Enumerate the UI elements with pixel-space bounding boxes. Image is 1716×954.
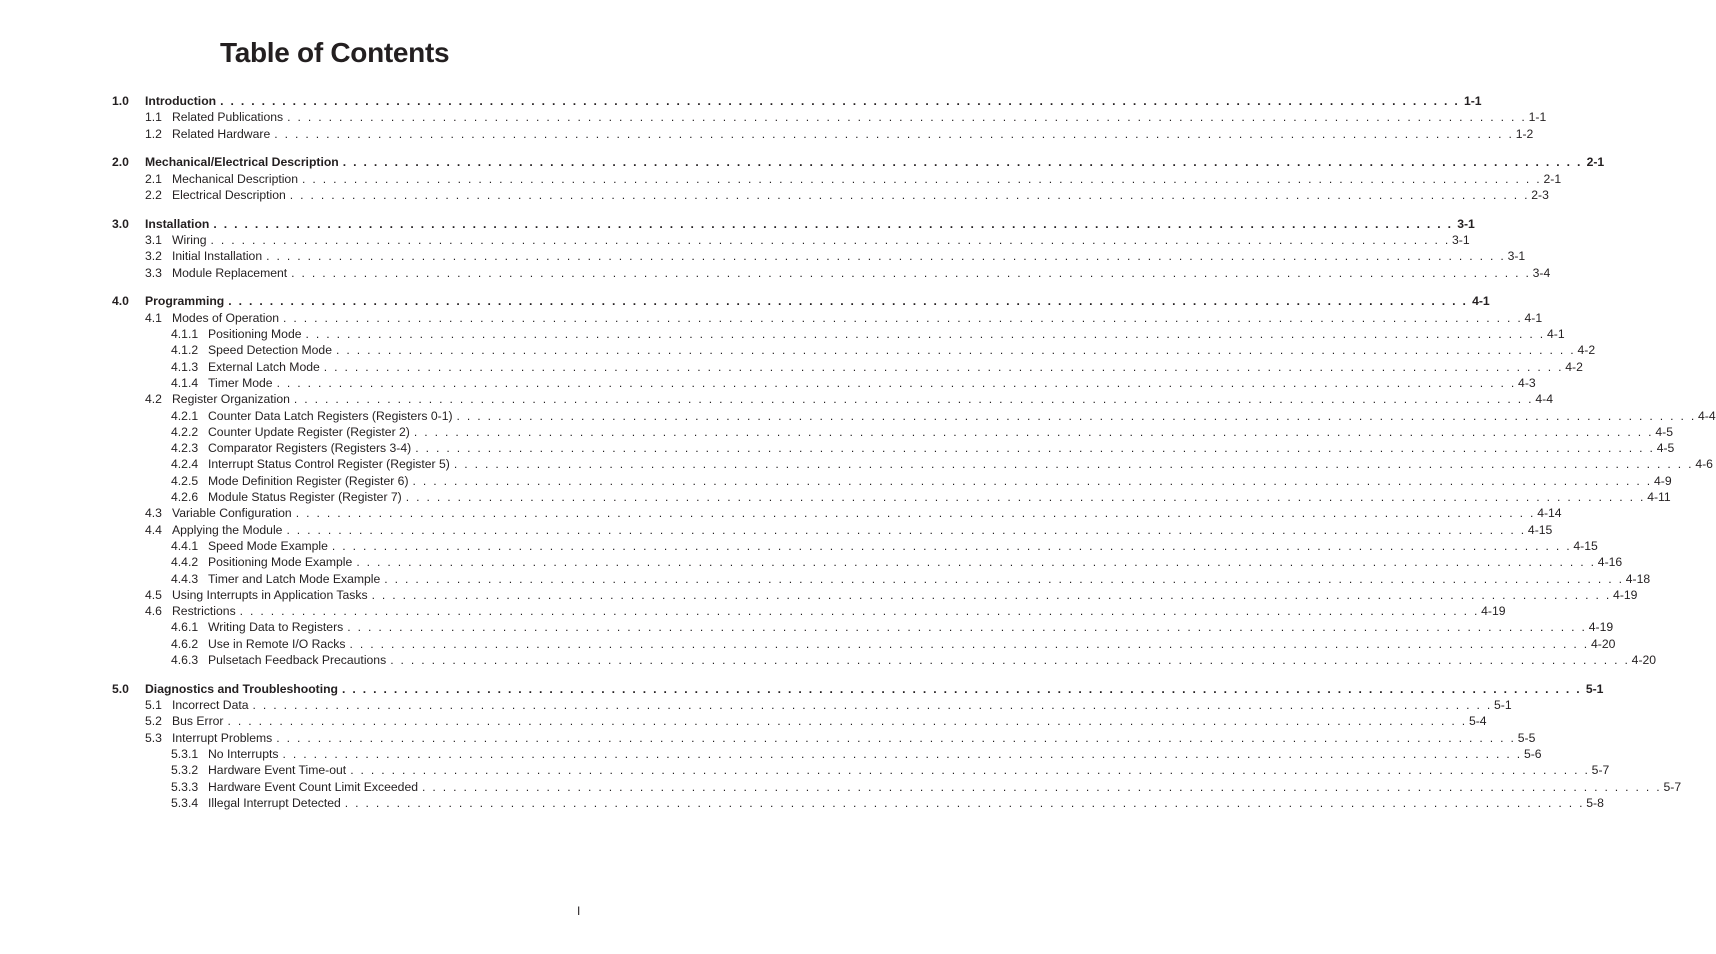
- toc-entry-number: 1.0: [112, 94, 129, 108]
- toc-entry-number: 1.2: [145, 126, 162, 141]
- dot-leader: . . . . . . . . . . . . . . . . . . . . . . . . . . . . . . . . . . . . . . . . . . . . . . . . . . . . . . . . . . . . . . . . . . . . . . . . . . . . . . . . . . . . . . . . . . . . . . . . . . . . . . . . . . . . . . . . . . . . . . . .: [456, 408, 1697, 423]
- toc-entry-title: Speed Detection Mode: [208, 343, 332, 358]
- toc-entry-page: 4-4: [1535, 392, 1553, 407]
- toc-entry: [112, 424, 1673, 441]
- toc-entry: [112, 653, 1657, 669]
- toc-entry-number: 5.3.4: [171, 795, 199, 810]
- toc-entry-number: 4.1.2: [171, 343, 199, 358]
- toc-entry-title: Variable Configuration: [172, 506, 292, 521]
- toc-entry-number: 5.2: [145, 714, 162, 729]
- toc-entry-number: 4.2.2: [171, 424, 199, 439]
- toc-entry-number: 4.3: [145, 506, 162, 521]
- toc-entry: [112, 698, 1512, 714]
- toc-entry: [112, 310, 1543, 327]
- dot-leader: . . . . . . . . . . . . . . . . . . . . . . . . . . . . . . . . . . . . . . . . . . . . . . . . . . . . . . . . . . . . . . . . . . . . . . . . . . . . . . . . . . . . . . . . . . . . . . . . . . . . . . . . . . . . . . . . . . . . . . . .: [453, 457, 1694, 472]
- dot-leader: . . . . . . . . . . . . . . . . . . . . . . . . . . . . . . . . . . . . . . . . . . . . . . . . . . . . . . . . . . . . . . . . . . . . . . . . . . . . . . . . . . . . . . . . . . . . . . . . . . . . . . . . . . . . . . . . . . . . . . . .: [286, 522, 1526, 537]
- toc-entry: [112, 714, 1487, 730]
- toc-entry-number: 4.1: [145, 310, 162, 325]
- toc-entry-page: 5-4: [1468, 714, 1487, 729]
- toc-entry-number: 4.6: [145, 604, 162, 619]
- toc-entry-number: 4.4: [145, 522, 162, 537]
- toc-entry-title: Register Organization: [172, 392, 290, 407]
- dot-leader: . . . . . . . . . . . . . . . . . . . . . . . . . . . . . . . . . . . . . . . . . . . . . . . . . . . . . . . . . . . . . . . . . . . . . . . . . . . . . . . . . . . . . . . . . . . . . . . . . . . . . . . . . . . . . . . . . . . . . . . .: [276, 375, 1517, 390]
- toc-entry-page: 4-1: [1546, 327, 1565, 342]
- toc-entry: [112, 408, 1716, 425]
- dot-leader: . . . . . . . . . . . . . . . . . . . . . . . . . . . . . . . . . . . . . . . . . . . . . . . . . . . . . . . . . . . . . . . . . . . . . . . . . . . . . . . . . . . . . . . . . . . . . . . . . . . . . . . . . . . . . . . . . . . . . . . .: [295, 506, 1536, 521]
- dot-leader: . . . . . . . . . . . . . . . . . . . . . . . . . . . . . . . . . . . . . . . . . . . . . . . . . . . . . . . . . . . . . . . . . . . . . . . . . . . . . . . . . . . . . . . . . . . . . . . . . . . . . . . . . . . . . . . . . . . . . . . .: [342, 155, 1583, 170]
- toc-entry-page: 4-19: [1588, 620, 1614, 635]
- toc-entry: [112, 604, 1506, 620]
- dot-leader: . . . . . . . . . . . . . . . . . . . . . . . . . . . . . . . . . . . . . . . . . . . . . . . . . . . . . . . . . . . . . . . . . . . . . . . . . . . . . . . . . . . . . . . . . . . . . . . . . . . . . . . . . . . . . . . . . . . . . . . .: [302, 171, 1542, 186]
- toc-entry-page: 1-1: [1528, 110, 1547, 125]
- page-title: Table of Contents: [220, 37, 450, 68]
- toc-entry-page: 2-3: [1531, 187, 1549, 202]
- dot-leader: . . . . . . . . . . . . . . . . . . . . . . . . . . . . . . . . . . . . . . . . . . . . . . . . . . . . . . . . . . . . . . . . . . . . . . . . . . . . . . . . . . . . . . . . . . . . . . . . . . . . . . . . . . . . . . . . . . . . . . . .: [415, 441, 1655, 456]
- dot-leader: . . . . . . . . . . . . . . . . . . . . . . . . . . . . . . . . . . . . . . . . . . . . . . . . . . . . . . . . . . . . . . . . . . . . . . . . . . . . . . . . . . . . . . . . . . . . . . . . . . . . . . . . . . . . . . . . . . . . . . . .: [344, 795, 1585, 810]
- toc-entry-page: 1-1: [1463, 94, 1482, 108]
- toc-entry-title: Interrupt Status Control Register (Register 5): [208, 457, 450, 472]
- toc-entry: [112, 522, 1553, 539]
- toc-entry: [112, 779, 1682, 796]
- toc-entry-title: Comparator Registers (Registers 3-4): [208, 441, 412, 456]
- toc-entry-title: Diagnostics and Troubleshooting: [145, 681, 338, 696]
- toc-entry-number: 4.2.5: [171, 473, 199, 488]
- toc-entry-title: Modes of Operation: [172, 310, 280, 325]
- toc-entry-number: 2.1: [145, 171, 162, 186]
- dot-leader: . . . . . . . . . . . . . . . . . . . . . . . . . . . . . . . . . . . . . . . . . . . . . . . . . . . . . . . . . . . . . . . . . . . . . . . . . . . . . . . . . . . . . . . . . . . . . . . . . . . . . . . . . . . . . . . . . . . . . . . .: [356, 555, 1596, 570]
- toc-entry-number: 5.3.1: [171, 746, 199, 761]
- dot-leader: . . . . . . . . . . . . . . . . . . . . . . . . . . . . . . . . . . . . . . . . . . . . . . . . . . . . . . . . . . . . . . . . . . . . . . . . . . . . . . . . . . . . . . . . . . . . . . . . . . . . . . . . . . . . . . . . . . . . . . . .: [287, 110, 1527, 125]
- dot-leader: . . . . . . . . . . . . . . . . . . . . . . . . . . . . . . . . . . . . . . . . . . . . . . . . . . . . . . . . . . . . . . . . . . . . . . . . . . . . . . . . . . . . . . . . . . . . . . . . . . . . . . . . . . . . . . . . . . . . . . . .: [331, 538, 1572, 553]
- dot-leader: . . . . . . . . . . . . . . . . . . . . . . . . . . . . . . . . . . . . . . . . . . . . . . . . . . . . . . . . . . . . . . . . . . . . . . . . . . . . . . . . . . . . . . . . . . . . . . . . . . . . . . . . . . . . . . . . . . . . . . . .: [349, 636, 1589, 651]
- toc-entry-number: 3.2: [145, 249, 162, 264]
- toc-entry-number: 5.0: [112, 681, 129, 696]
- toc-entry-title: Positioning Mode Example: [208, 555, 353, 570]
- toc-entry-number: 2.0: [112, 155, 129, 170]
- toc-entry-title: Hardware Event Time-out: [208, 763, 347, 778]
- toc-entry-number: 4.2.4: [171, 457, 199, 472]
- toc-chapter-entry: [112, 155, 1605, 171]
- toc-entry-title: Applying the Module: [172, 522, 283, 537]
- dot-leader: . . . . . . . . . . . . . . . . . . . . . . . . . . . . . . . . . . . . . . . . . . . . . . . . . . . . . . . . . . . . . . . . . . . . . . . . . . . . . . . . . . . . . . . . . . . . . . . . . . . . . . . . . . . . . . . . . . . . . . . .: [371, 587, 1612, 602]
- toc-entry-page: 4-20: [1590, 636, 1616, 651]
- toc-entry-page: 4-2: [1577, 343, 1596, 358]
- toc-entry-page: 5-6: [1523, 746, 1542, 761]
- toc-section: [112, 294, 1716, 669]
- toc-entry-title: Module Status Register (Register 7): [208, 490, 402, 505]
- toc-entry-page: 5-1: [1585, 681, 1604, 696]
- toc-entry: [112, 571, 1651, 588]
- toc-entry-page: 5-7: [1591, 763, 1610, 778]
- toc-entry-number: 5.3.2: [171, 763, 199, 778]
- toc-entry-page: 4-5: [1655, 424, 1673, 439]
- toc-entry-number: 4.6.3: [171, 653, 199, 667]
- toc-entry: [112, 187, 1549, 204]
- toc-entry-number: 4.6.2: [171, 636, 199, 651]
- toc-entry-number: 4.4.2: [171, 555, 199, 570]
- toc-entry-title: Timer and Latch Mode Example: [208, 571, 381, 586]
- toc-entry: [112, 490, 1671, 506]
- toc-entry-number: 4.4.1: [171, 538, 199, 553]
- toc-entry-page: 3-1: [1507, 249, 1526, 264]
- toc-entry-number: 3.3: [145, 265, 162, 280]
- dot-leader: . . . . . . . . . . . . . . . . . . . . . . . . . . . . . . . . . . . . . . . . . . . . . . . . . . . . . . . . . . . . . . . . . . . . . . . . . . . . . . . . . . . . . . . . . . . . . . . . . . . . . . . . . . . . . . . . . . . . . . . .: [291, 265, 1531, 280]
- toc-entry: [112, 763, 1610, 779]
- toc-section: [112, 216, 1551, 282]
- toc-chapter-entry: [112, 94, 1482, 110]
- toc-entry-number: 2.2: [145, 187, 162, 202]
- toc-list: [112, 94, 1716, 825]
- toc-entry: [112, 746, 1542, 763]
- toc-entry: [112, 441, 1675, 457]
- toc-entry: [112, 555, 1623, 571]
- toc-entry: [112, 473, 1672, 490]
- toc-entry-page: 5-1: [1494, 698, 1512, 713]
- toc-entry-number: 4.2.1: [171, 408, 199, 423]
- toc-entry-title: Incorrect Data: [172, 698, 249, 713]
- toc-entry: [112, 110, 1547, 126]
- toc-entry-page: 4-14: [1537, 506, 1562, 521]
- toc-entry: [112, 392, 1553, 408]
- toc-entry-title: Restrictions: [172, 604, 236, 619]
- toc-entry-title: Programming: [145, 294, 225, 309]
- dot-leader: . . . . . . . . . . . . . . . . . . . . . . . . . . . . . . . . . . . . . . . . . . . . . . . . . . . . . . . . . . . . . . . . . . . . . . . . . . . . . . . . . . . . . . . . . . . . . . . . . . . . . . . . . . . . . . . . . . . . . . . .: [252, 698, 1493, 713]
- toc-entry-title: Mode Definition Register (Register 6): [208, 473, 409, 488]
- toc-entry-title: Wiring: [172, 233, 207, 248]
- toc-entry-title: Use in Remote I/O Racks: [208, 636, 346, 651]
- toc-entry-page: 4-15: [1573, 538, 1598, 553]
- toc-entry: [112, 587, 1638, 604]
- dot-leader: . . . . . . . . . . . . . . . . . . . . . . . . . . . . . . . . . . . . . . . . . . . . . . . . . . . . . . . . . . . . . . . . . . . . . . . . . . . . . . . . . . . . . . . . . . . . . . . . . . . . . . . . . . . . . . . . . . . . . . . .: [274, 126, 1514, 141]
- toc-entry-number: 4.0: [112, 294, 129, 309]
- toc-entry-title: Mechanical Description: [172, 171, 298, 186]
- toc-entry-title: Bus Error: [172, 714, 224, 729]
- toc-entry-page: 4-1: [1524, 310, 1543, 325]
- toc-entry-page: 3-1: [1452, 233, 1470, 248]
- dot-leader: . . . . . . . . . . . . . . . . . . . . . . . . . . . . . . . . . . . . . . . . . . . . . . . . . . . . . . . . . . . . . . . . . . . . . . . . . . . . . . . . . . . . . . . . . . . . . . . . . . . . . . . . . . . . . . . . . . . . . . . .: [293, 392, 1534, 407]
- dot-leader: . . . . . . . . . . . . . . . . . . . . . . . . . . . . . . . . . . . . . . . . . . . . . . . . . . . . . . . . . . . . . . . . . . . . . . . . . . . . . . . . . . . . . . . . . . . . . . . . . . . . . . . . . . . . . . . . . . . . . . . .: [239, 604, 1480, 619]
- dot-leader: . . . . . . . . . . . . . . . . . . . . . . . . . . . . . . . . . . . . . . . . . . . . . . . . . . . . . . . . . . . . . . . . . . . . . . . . . . . . . . . . . . . . . . . . . . . . . . . . . . . . . . . . . . . . . . . . . . . . . . . .: [266, 249, 1506, 264]
- toc-entry-page: 1-2: [1515, 126, 1534, 141]
- toc-entry-page: 5-5: [1517, 730, 1536, 745]
- toc-entry-title: Positioning Mode: [208, 327, 302, 342]
- toc-entry-page: 4-6: [1695, 457, 1713, 472]
- toc-entry: [112, 233, 1470, 249]
- dot-leader: . . . . . . . . . . . . . . . . . . . . . . . . . . . . . . . . . . . . . . . . . . . . . . . . . . . . . . . . . . . . . . . . . . . . . . . . . . . . . . . . . . . . . . . . . . . . . . . . . . . . . . . . . . . . . . . . . . . . . . . .: [210, 233, 1451, 248]
- toc-chapter-entry: [112, 681, 1604, 698]
- toc-entry-title: No Interrupts: [208, 746, 279, 761]
- toc-entry-number: 5.3.3: [171, 779, 199, 794]
- dot-leader: . . . . . . . . . . . . . . . . . . . . . . . . . . . . . . . . . . . . . . . . . . . . . . . . . . . . . . . . . . . . . . . . . . . . . . . . . . . . . . . . . . . . . . . . . . . . . . . . . . . . . . . . . . . . . . . . . . . . . . . .: [305, 327, 1545, 342]
- toc-entry-title: Module Replacement: [172, 265, 288, 280]
- toc-entry-page: 4-4: [1698, 408, 1716, 423]
- toc-section: [112, 155, 1605, 204]
- dot-leader: . . . . . . . . . . . . . . . . . . . . . . . . . . . . . . . . . . . . . . . . . . . . . . . . . . . . . . . . . . . . . . . . . . . . . . . . . . . . . . . . . . . . . . . . . . . . . . . . . . . . . . . . . . . . . . . . . . . . . . . .: [341, 681, 1582, 696]
- dot-leader: . . . . . . . . . . . . . . . . . . . . . . . . . . . . . . . . . . . . . . . . . . . . . . . . . . . . . . . . . . . . . . . . . . . . . . . . . . . . . . . . . . . . . . . . . . . . . . . . . . . . . . . . . . . . . . . . . . . . . . . .: [413, 424, 1654, 439]
- toc-entry-page: 4-2: [1565, 359, 1583, 374]
- toc-entry-title: Related Publications: [172, 110, 284, 125]
- toc-entry-number: 1.1: [145, 110, 162, 125]
- toc-entry-title: Speed Mode Example: [208, 538, 328, 553]
- toc-entry-title: Electrical Description: [172, 187, 286, 202]
- toc-entry-number: 3.0: [112, 216, 129, 231]
- dot-leader: . . . . . . . . . . . . . . . . . . . . . . . . . . . . . . . . . . . . . . . . . . . . . . . . . . . . . . . . . . . . . . . . . . . . . . . . . . . . . . . . . . . . . . . . . . . . . . . . . . . . . . . . . . . . . . . . . . . . . . . .: [390, 653, 1630, 667]
- toc-entry: [112, 620, 1614, 636]
- toc-entry: [112, 343, 1596, 359]
- dot-leader: . . . . . . . . . . . . . . . . . . . . . . . . . . . . . . . . . . . . . . . . . . . . . . . . . . . . . . . . . . . . . . . . . . . . . . . . . . . . . . . . . . . . . . . . . . . . . . . . . . . . . . . . . . . . . . . . . . . . . . . .: [227, 714, 1467, 729]
- toc-entry-title: Introduction: [145, 94, 217, 108]
- toc-chapter-entry: [112, 294, 1490, 310]
- toc-entry-page: 4-16: [1597, 555, 1623, 570]
- toc-entry-number: 4.2: [145, 392, 162, 407]
- dot-leader: . . . . . . . . . . . . . . . . . . . . . . . . . . . . . . . . . . . . . . . . . . . . . . . . . . . . . . . . . . . . . . . . . . . . . . . . . . . . . . . . . . . . . . . . . . . . . . . . . . . . . . . . . . . . . . . . . . . . . . . .: [282, 746, 1522, 761]
- toc-entry-title: Using Interrupts in Application Tasks: [172, 587, 368, 602]
- dot-leader: . . . . . . . . . . . . . . . . . . . . . . . . . . . . . . . . . . . . . . . . . . . . . . . . . . . . . . . . . . . . . . . . . . . . . . . . . . . . . . . . . . . . . . . . . . . . . . . . . . . . . . . . . . . . . . . . . . . . . . . .: [220, 94, 1460, 108]
- toc-entry-page: 5-8: [1586, 795, 1604, 810]
- toc-entry-title: Writing Data to Registers: [208, 620, 344, 635]
- toc-entry: [112, 795, 1604, 812]
- toc-entry-title: Hardware Event Count Limit Exceeded: [208, 779, 419, 794]
- page-number: I: [577, 904, 581, 918]
- toc-entry-title: Installation: [145, 216, 210, 231]
- toc-entry-number: 5.3: [145, 730, 162, 745]
- dot-leader: . . . . . . . . . . . . . . . . . . . . . . . . . . . . . . . . . . . . . . . . . . . . . . . . . . . . . . . . . . . . . . . . . . . . . . . . . . . . . . . . . . . . . . . . . . . . . . . . . . . . . . . . . . . . . . . . . . . . . . . .: [228, 294, 1468, 309]
- dot-leader: . . . . . . . . . . . . . . . . . . . . . . . . . . . . . . . . . . . . . . . . . . . . . . . . . . . . . . . . . . . . . . . . . . . . . . . . . . . . . . . . . . . . . . . . . . . . . . . . . . . . . . . . . . . . . . . . . . . . . . . .: [283, 310, 1523, 325]
- toc-entry: [112, 457, 1713, 473]
- toc-entry: [112, 636, 1616, 653]
- toc-entry: [112, 126, 1534, 143]
- toc-entry-page: 5-7: [1663, 779, 1682, 794]
- toc-entry-title: Interrupt Problems: [172, 730, 273, 745]
- dot-leader: . . . . . . . . . . . . . . . . . . . . . . . . . . . . . . . . . . . . . . . . . . . . . . . . . . . . . . . . . . . . . . . . . . . . . . . . . . . . . . . . . . . . . . . . . . . . . . . . . . . . . . . . . . . . . . . . . . . . . . . .: [213, 216, 1453, 231]
- dot-leader: . . . . . . . . . . . . . . . . . . . . . . . . . . . . . . . . . . . . . . . . . . . . . . . . . . . . . . . . . . . . . . . . . . . . . . . . . . . . . . . . . . . . . . . . . . . . . . . . . . . . . . . . . . . . . . . . . . . . . . . .: [405, 490, 1646, 505]
- toc-entry-page: 4-15: [1527, 522, 1553, 537]
- toc-entry-number: 4.2.3: [171, 441, 199, 456]
- toc-entry-title: Initial Installation: [172, 249, 263, 264]
- toc-section: [112, 681, 1682, 812]
- toc-entry: [112, 359, 1583, 376]
- toc-entry: [112, 538, 1598, 555]
- toc-entry-page: 4-18: [1625, 571, 1651, 586]
- dot-leader: . . . . . . . . . . . . . . . . . . . . . . . . . . . . . . . . . . . . . . . . . . . . . . . . . . . . . . . . . . . . . . . . . . . . . . . . . . . . . . . . . . . . . . . . . . . . . . . . . . . . . . . . . . . . . . . . . . . . . . . .: [323, 359, 1564, 374]
- toc-entry-page: 4-1: [1472, 294, 1490, 309]
- dot-leader: . . . . . . . . . . . . . . . . . . . . . . . . . . . . . . . . . . . . . . . . . . . . . . . . . . . . . . . . . . . . . . . . . . . . . . . . . . . . . . . . . . . . . . . . . . . . . . . . . . . . . . . . . . . . . . . . . . . . . . . .: [347, 620, 1587, 635]
- toc-entry-title: Related Hardware: [172, 126, 271, 141]
- toc-entry-title: Counter Data Latch Registers (Registers 0-1): [208, 408, 453, 423]
- toc-entry: [112, 265, 1551, 282]
- toc-entry-title: Pulsetach Feedback Precautions: [208, 653, 387, 667]
- toc-entry: [112, 327, 1565, 343]
- toc-entry: [112, 506, 1562, 522]
- toc-entry-number: 4.1.3: [171, 359, 199, 374]
- toc-entry-page: 2-1: [1586, 155, 1605, 170]
- toc-entry-page: 4-19: [1481, 604, 1506, 619]
- toc-entry-number: 4.1.1: [171, 327, 199, 342]
- dot-leader: . . . . . . . . . . . . . . . . . . . . . . . . . . . . . . . . . . . . . . . . . . . . . . . . . . . . . . . . . . . . . . . . . . . . . . . . . . . . . . . . . . . . . . . . . . . . . . . . . . . . . . . . . . . . . . . . . . . . . . . .: [422, 779, 1662, 794]
- toc-entry-page: 4-5: [1656, 441, 1675, 456]
- dot-leader: . . . . . . . . . . . . . . . . . . . . . . . . . . . . . . . . . . . . . . . . . . . . . . . . . . . . . . . . . . . . . . . . . . . . . . . . . . . . . . . . . . . . . . . . . . . . . . . . . . . . . . . . . . . . . . . . . . . . . . . .: [384, 571, 1624, 586]
- toc-entry-number: 4.2.6: [171, 490, 199, 505]
- toc-chapter-entry: [112, 216, 1475, 233]
- toc-entry-title: Counter Update Register (Register 2): [208, 424, 410, 439]
- toc-entry-number: 3.1: [145, 233, 162, 248]
- toc-entry-page: 4-11: [1647, 490, 1671, 505]
- toc-entry: [112, 375, 1536, 392]
- toc-entry-page: 4-20: [1631, 653, 1657, 667]
- toc-entry-page: 2-1: [1543, 171, 1562, 186]
- toc-entry-title: Timer Mode: [208, 375, 273, 390]
- toc-entry-title: Illegal Interrupt Detected: [208, 795, 341, 810]
- toc-entry-number: 4.5: [145, 587, 162, 602]
- toc-entry-number: 4.1.4: [171, 375, 199, 390]
- toc-entry-page: 4-3: [1518, 375, 1536, 390]
- toc-entry-title: Mechanical/Electrical Description: [145, 155, 339, 170]
- dot-leader: . . . . . . . . . . . . . . . . . . . . . . . . . . . . . . . . . . . . . . . . . . . . . . . . . . . . . . . . . . . . . . . . . . . . . . . . . . . . . . . . . . . . . . . . . . . . . . . . . . . . . . . . . . . . . . . . . . . . . . . .: [336, 343, 1576, 358]
- toc-entry-title: External Latch Mode: [208, 359, 320, 374]
- dot-leader: . . . . . . . . . . . . . . . . . . . . . . . . . . . . . . . . . . . . . . . . . . . . . . . . . . . . . . . . . . . . . . . . . . . . . . . . . . . . . . . . . . . . . . . . . . . . . . . . . . . . . . . . . . . . . . . . . . . . . . . .: [412, 473, 1652, 488]
- toc-entry-page: 4-19: [1613, 587, 1638, 602]
- toc-entry-number: 4.6.1: [171, 620, 199, 635]
- toc-entry: [112, 249, 1526, 265]
- dot-leader: . . . . . . . . . . . . . . . . . . . . . . . . . . . . . . . . . . . . . . . . . . . . . . . . . . . . . . . . . . . . . . . . . . . . . . . . . . . . . . . . . . . . . . . . . . . . . . . . . . . . . . . . . . . . . . . . . . . . . . . .: [276, 730, 1516, 745]
- toc-entry: [112, 171, 1562, 188]
- toc-entry-number: 5.1: [145, 698, 162, 713]
- toc-entry-page: 3-4: [1532, 265, 1551, 280]
- toc-entry-page: 3-1: [1457, 216, 1475, 231]
- toc-entry-page: 4-9: [1653, 473, 1672, 488]
- dot-leader: . . . . . . . . . . . . . . . . . . . . . . . . . . . . . . . . . . . . . . . . . . . . . . . . . . . . . . . . . . . . . . . . . . . . . . . . . . . . . . . . . . . . . . . . . . . . . . . . . . . . . . . . . . . . . . . . . . . . . . . .: [350, 763, 1590, 778]
- toc-section: [112, 94, 1547, 143]
- dot-leader: . . . . . . . . . . . . . . . . . . . . . . . . . . . . . . . . . . . . . . . . . . . . . . . . . . . . . . . . . . . . . . . . . . . . . . . . . . . . . . . . . . . . . . . . . . . . . . . . . . . . . . . . . . . . . . . . . . . . . . . .: [289, 187, 1530, 202]
- toc-entry-number: 4.4.3: [171, 571, 199, 586]
- toc-entry: [112, 730, 1536, 747]
